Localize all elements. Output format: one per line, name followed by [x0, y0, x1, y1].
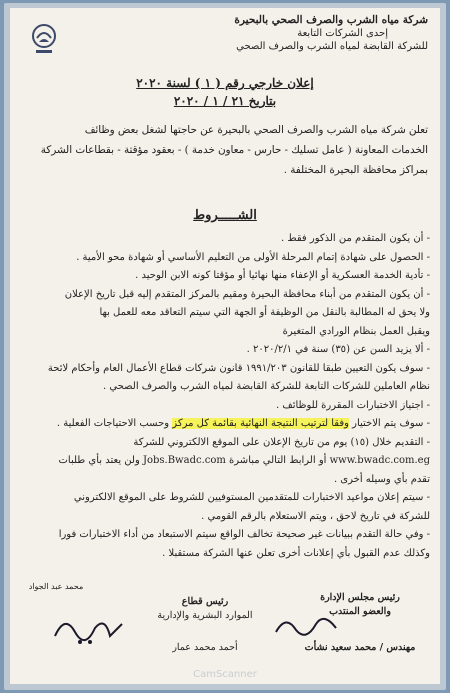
- condition-line: تقدم بأي وسيله أخرى .: [333, 473, 430, 485]
- condition-line: - أن يكون المتقدم من الذكور فقط .: [281, 233, 430, 244]
- signature-title: رئيس مجلس الإدارة: [320, 592, 400, 603]
- condition-line: www.bwadc.com.eg أو الرابط التالي مباشرة Jobs.Bwadc.com ولن يعتد بأي طلبات: [58, 455, 430, 466]
- signature-sector-head: [150, 595, 260, 655]
- signature-subtitle: الموارد البشرية والإدارية: [157, 610, 253, 621]
- condition-line-highlighted: - سوف يتم الاختيار وفقا لترتيب النتيجة النهائية بقائمة كل مركز وحسب الاحتياجات الفعلية .: [56, 418, 430, 429]
- announcement-title: إعلان خارجي رقم ( ١ ) لسنة ٢٠٢٠: [136, 76, 314, 90]
- highlighted-text: وفقا لترتيب النتيجة النهائية بقائمة كل مركز: [172, 418, 349, 429]
- scanner-watermark: CamScanner: [193, 669, 257, 680]
- condition-line: للشركة في تاريخ لاحق ، ويتم الاستعلام بالرقم القومي .: [201, 510, 430, 522]
- signature-subtitle: والعضو المنتدب: [329, 606, 391, 617]
- signature-name: أحمد محمد عمار: [172, 642, 238, 653]
- condition-line: ويقبل العمل بنظام الورادي المتغيرة: [282, 325, 430, 337]
- condition-line: - وفي حالة التقدم ببيانات غير صحيحة تخالف الواقع سيتم الاستبعاد من أداء الاختبارات فورا: [58, 529, 430, 540]
- holding-line: للشركة القابضة لمياه الشرب والصرف الصحي: [236, 41, 428, 52]
- intro-line: بمراكز محافظة البحيرة المختلفة .: [283, 164, 428, 176]
- intro-line: الخدمات المعاونة ( عامل تسليك - حارس - معاون خدمة ) - بعقود مؤقتة - بقطاعات الشركة: [40, 144, 428, 156]
- condition-line: وكذلك عدم القبول بأي إعلانات أخرى تعلن عنها الشركة مستقبلا .: [162, 547, 430, 559]
- document-page: [10, 8, 440, 684]
- condition-line: - اجتياز الاختبارات المقررة للوظائف .: [275, 399, 430, 411]
- condition-line: نظام العاملين للشركات التابعة للشركة القابضة لمياه الشرب والصرف الصحي .: [102, 381, 430, 392]
- intro-line: تعلن شركة مياه الشرب والصرف الصحي بالبحيرة عن حاجتها لشغل بعض وظائف: [84, 124, 428, 136]
- handwritten-signature-icon: [272, 608, 342, 644]
- handwritten-signature-icon: [50, 606, 130, 648]
- org-name: شركة مياه الشرب والصرف الصحي بالبحيرة: [234, 14, 428, 26]
- condition-line: - التقديم خلال (١٥) يوم من تاريخ الإعلان على الموقع الالكتروني للشركة: [133, 436, 430, 448]
- announcement-date: بتاريخ ٢١ / ١ / ٢٠٢٠: [173, 94, 277, 108]
- conditions-heading: الشـــــروط: [193, 208, 257, 223]
- condition-line: - تأدية الخدمة العسكرية أو الإعفاء منها نهائيا أو مؤقتا كونه الابن الوحيد .: [135, 270, 430, 281]
- condition-line: ولا يحق له المطالبة بالنقل من الوظيفة أو الجهة التي سيتم التعاقد معه للعمل بها: [99, 307, 430, 318]
- intro-paragraph: [20, 120, 428, 180]
- signature-name: مهندس / محمد سعيد نشأت: [304, 642, 416, 653]
- signature-note: محمد عبد الجواد: [28, 582, 84, 591]
- condition-line: - سوف يكون التعيين طبقا للقانون ١٩٩١/٢٠٣ قانون شركات قطاع الأعمال العام وأحكام لائحة: [47, 362, 430, 374]
- condition-line: - سيتم إعلان مواعيد الاختبارات للمتقدمين المستوفيين للشروط على الموقع الالكتروني: [73, 492, 430, 503]
- signature-title: رئيس قطاع: [181, 596, 229, 607]
- condition-line: - أن يكون المتقدم من أبناء محافظة البحيرة ومقيم بالمركز المتقدم إليه قبل تاريخ الإعلان: [64, 288, 430, 300]
- conditions-list: [18, 230, 430, 563]
- subsidiary-line: إحدى الشركات التابعة: [297, 28, 388, 39]
- condition-line: - الحصول على شهادة إتمام المرحلة الأولى من التعليم الأساسي أو شهادة محو الأمية .: [76, 251, 430, 263]
- condition-line: - ألا يزيد السن عن (٣٥) سنة في ٢٠٢٠/٢/١ .: [246, 344, 430, 355]
- letterhead: [148, 14, 428, 53]
- company-logo-icon: [30, 22, 58, 56]
